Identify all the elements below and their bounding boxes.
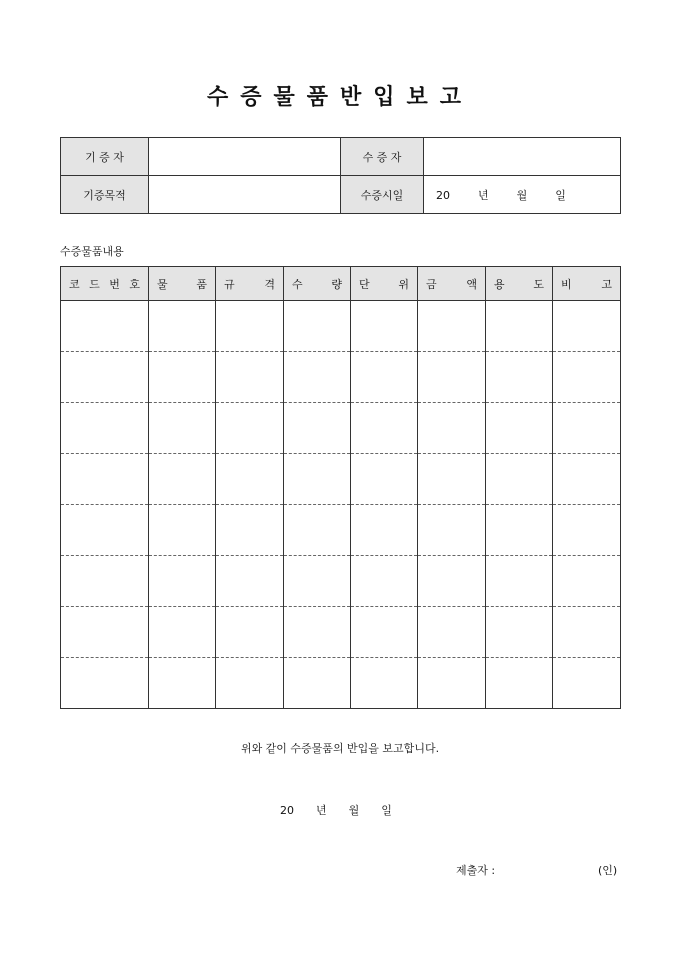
table-cell[interactable]: [216, 454, 284, 505]
table-cell[interactable]: [61, 403, 149, 454]
table-cell[interactable]: [61, 556, 149, 607]
column-header-char: 물: [157, 277, 168, 291]
table-cell[interactable]: [149, 403, 216, 454]
table-cell[interactable]: [284, 454, 351, 505]
column-header: [486, 267, 553, 301]
column-header-char: 호: [129, 277, 140, 291]
table-cell[interactable]: [149, 505, 216, 556]
table-cell[interactable]: [418, 607, 486, 658]
table-cell[interactable]: [553, 403, 621, 454]
table-row: [61, 505, 621, 556]
table-row: [61, 301, 621, 352]
table-cell[interactable]: [216, 505, 284, 556]
seal-label: (인): [598, 864, 618, 877]
column-header-char: 비: [561, 277, 572, 291]
column-header: [418, 267, 486, 301]
footer-month-unit: 월: [348, 804, 360, 817]
items-table: [60, 266, 621, 709]
table-cell[interactable]: [553, 301, 621, 352]
table-cell[interactable]: [486, 301, 553, 352]
table-cell[interactable]: [351, 403, 418, 454]
table-cell[interactable]: [553, 658, 621, 709]
date-label: 수증시일: [341, 176, 424, 214]
footer-year-unit: 년: [316, 804, 327, 817]
column-header: [553, 267, 621, 301]
table-cell[interactable]: [418, 301, 486, 352]
column-header-char: 번: [109, 277, 120, 291]
donor-field[interactable]: [149, 138, 341, 176]
table-cell[interactable]: [216, 556, 284, 607]
table-cell[interactable]: [486, 352, 553, 403]
column-header: [216, 267, 284, 301]
table-cell[interactable]: [149, 658, 216, 709]
table-cell[interactable]: [61, 607, 149, 658]
table-cell[interactable]: [216, 658, 284, 709]
table-cell[interactable]: [216, 301, 284, 352]
column-header-char: 규: [224, 277, 235, 291]
table-cell[interactable]: [61, 352, 149, 403]
footer-day-unit: 일: [381, 804, 392, 817]
table-cell[interactable]: [351, 556, 418, 607]
date-day-unit: 일: [555, 188, 566, 202]
info-table: [60, 137, 621, 214]
table-cell[interactable]: [61, 505, 149, 556]
table-cell[interactable]: [486, 403, 553, 454]
column-header-char: 품: [196, 277, 207, 291]
table-cell[interactable]: [486, 556, 553, 607]
table-cell[interactable]: [284, 658, 351, 709]
column-header-char: 금: [426, 277, 437, 291]
column-header-char: 액: [466, 277, 477, 291]
date-year-unit: 년: [478, 188, 489, 202]
submitter-label: 제출자 :: [456, 864, 496, 877]
document-title: 수증물품반입보고: [206, 84, 474, 110]
column-header-char: 단: [359, 277, 370, 291]
table-cell[interactable]: [216, 403, 284, 454]
table-cell[interactable]: [553, 607, 621, 658]
column-header-char: 수: [292, 277, 303, 291]
table-cell[interactable]: [216, 352, 284, 403]
table-cell[interactable]: [284, 607, 351, 658]
table-cell[interactable]: [351, 352, 418, 403]
table-cell[interactable]: [418, 403, 486, 454]
table-cell[interactable]: [284, 556, 351, 607]
table-cell[interactable]: [351, 454, 418, 505]
table-cell[interactable]: [351, 301, 418, 352]
column-header-char: 고: [601, 277, 612, 291]
table-cell[interactable]: [149, 454, 216, 505]
column-header: [61, 267, 149, 301]
table-cell[interactable]: [418, 658, 486, 709]
column-header: [351, 267, 418, 301]
table-cell[interactable]: [486, 505, 553, 556]
table-cell[interactable]: [149, 352, 216, 403]
table-cell[interactable]: [418, 556, 486, 607]
table-cell[interactable]: [486, 658, 553, 709]
table-cell[interactable]: [284, 352, 351, 403]
table-cell[interactable]: [486, 454, 553, 505]
column-header-char: 량: [331, 277, 342, 291]
table-cell[interactable]: [418, 454, 486, 505]
table-cell[interactable]: [486, 607, 553, 658]
table-cell[interactable]: [149, 556, 216, 607]
table-cell[interactable]: [553, 556, 621, 607]
table-cell[interactable]: [553, 352, 621, 403]
statement: 위와 같이 수증물품의 반입을 보고합니다.: [240, 742, 440, 755]
table-cell[interactable]: [284, 505, 351, 556]
table-row: [61, 607, 621, 658]
table-cell[interactable]: [553, 454, 621, 505]
table-cell[interactable]: [149, 301, 216, 352]
column-header-char: 도: [533, 277, 544, 291]
purpose-label: 기증목적: [61, 176, 149, 214]
date-year-prefix: 20: [436, 188, 450, 202]
table-row: [61, 454, 621, 505]
table-cell[interactable]: [284, 301, 351, 352]
table-cell[interactable]: [351, 607, 418, 658]
date-month-unit: 월: [516, 188, 528, 202]
footer-year-prefix: 20: [280, 804, 294, 817]
column-header: [284, 267, 351, 301]
table-cell[interactable]: [61, 658, 149, 709]
purpose-field[interactable]: [149, 176, 341, 214]
column-header-char: 코: [69, 277, 80, 291]
donor-label: 기 증 자: [61, 138, 149, 176]
recipient-label: 수 증 자: [341, 138, 424, 176]
table-cell[interactable]: [61, 454, 149, 505]
section-label: 수증물품내용: [60, 245, 124, 258]
footer-date: [280, 802, 414, 818]
table-row: [61, 403, 621, 454]
table-cell[interactable]: [351, 658, 418, 709]
column-header-char: 위: [398, 277, 409, 291]
date-field[interactable]: [424, 176, 621, 214]
column-header: [149, 267, 216, 301]
table-row: [61, 556, 621, 607]
table-cell[interactable]: [553, 505, 621, 556]
table-cell[interactable]: [61, 301, 149, 352]
column-header-char: 격: [264, 277, 275, 291]
table-cell[interactable]: [418, 352, 486, 403]
table-cell[interactable]: [149, 607, 216, 658]
table-cell[interactable]: [284, 403, 351, 454]
table-cell[interactable]: [216, 607, 284, 658]
recipient-field[interactable]: [424, 138, 621, 176]
column-header-char: 드: [89, 277, 100, 291]
table-cell[interactable]: [418, 505, 486, 556]
table-cell[interactable]: [351, 505, 418, 556]
column-header-char: 용: [494, 277, 505, 291]
table-row: [61, 352, 621, 403]
table-row: [61, 658, 621, 709]
